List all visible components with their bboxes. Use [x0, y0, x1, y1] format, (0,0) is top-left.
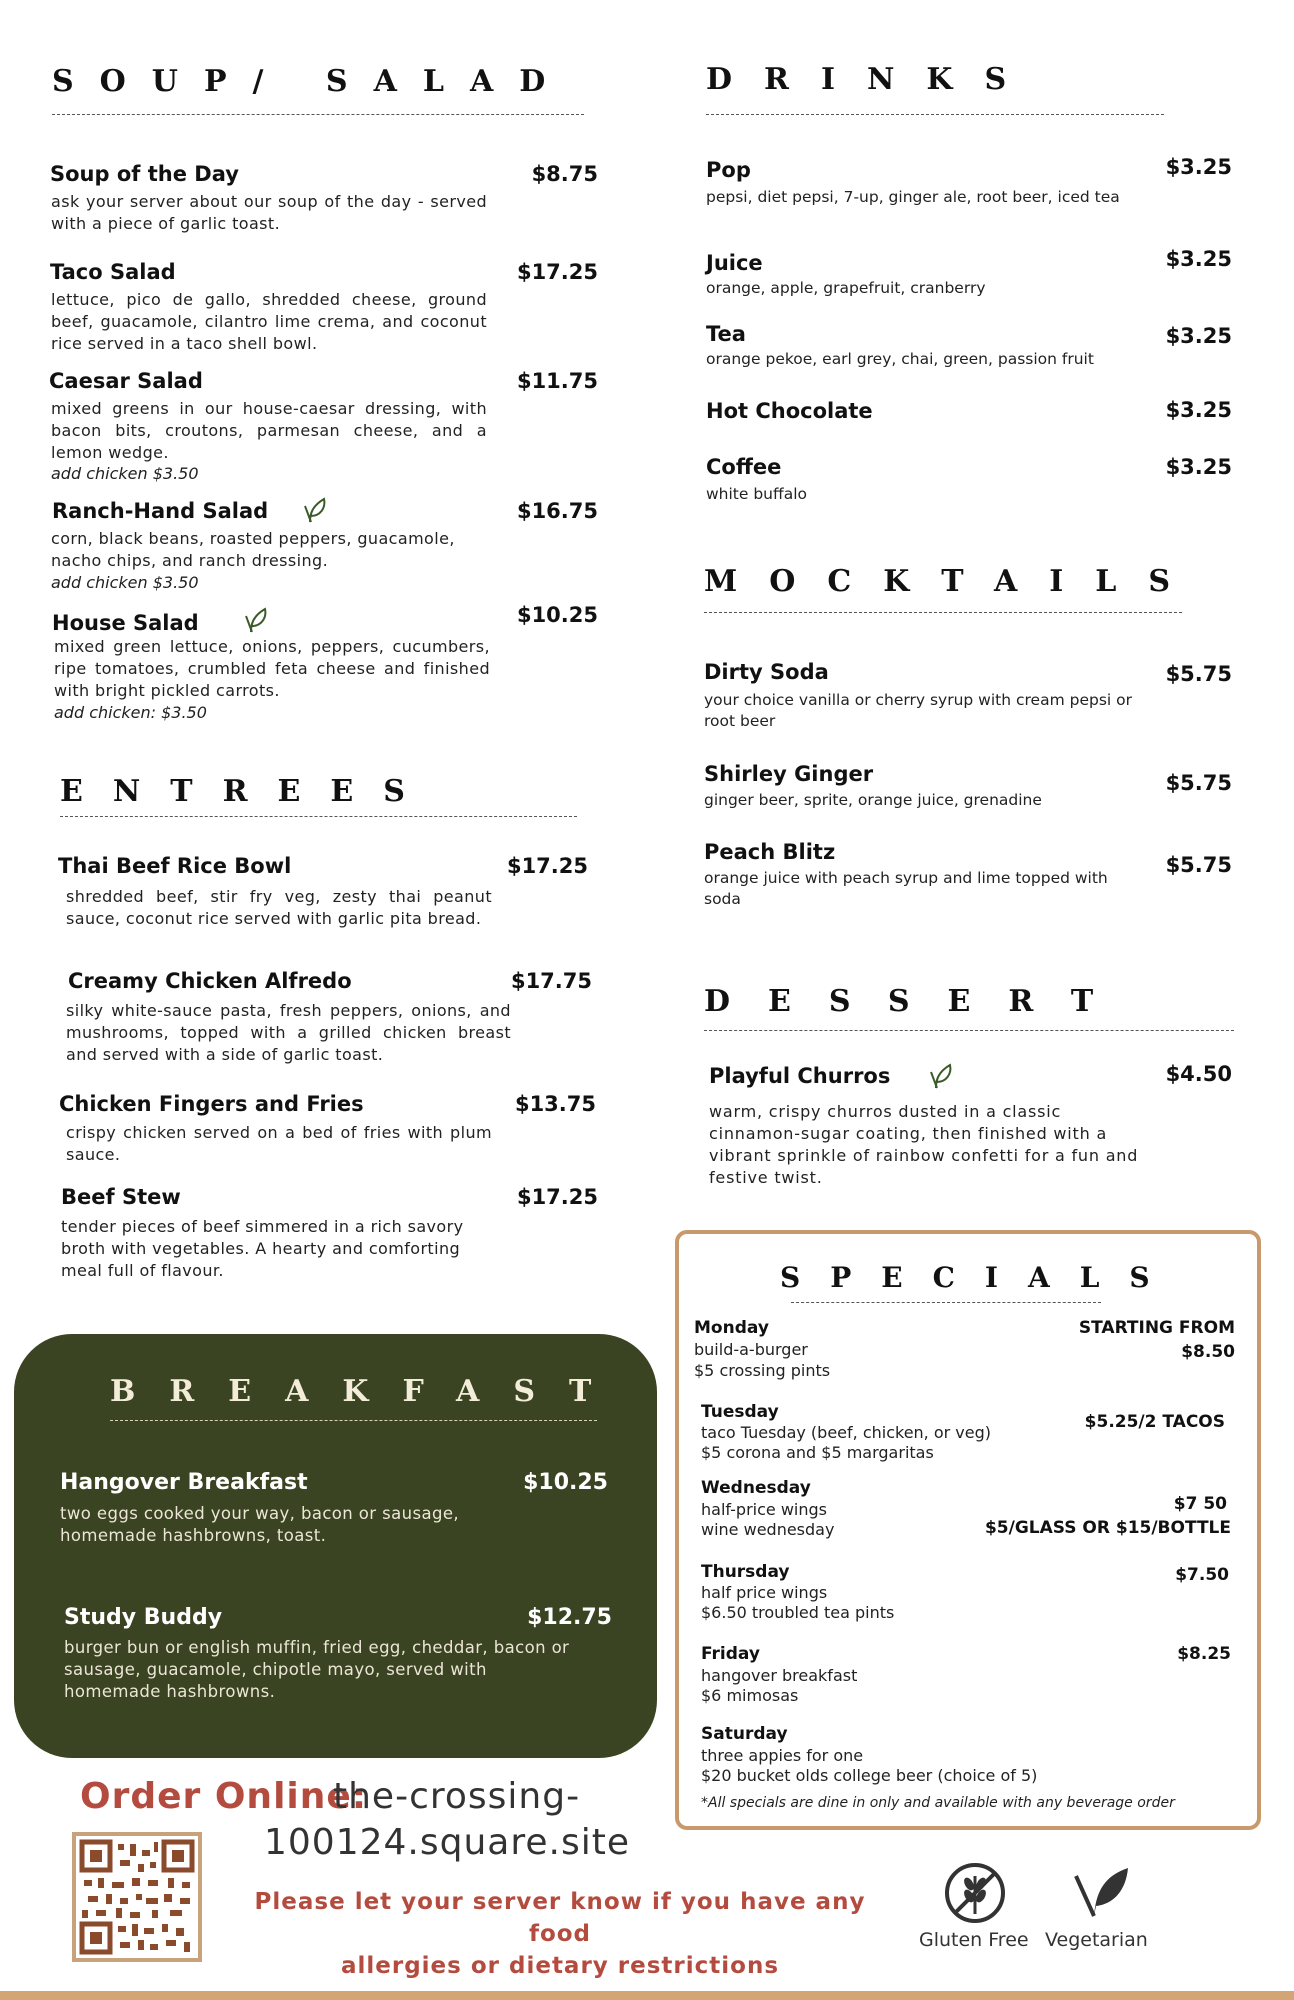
- menu-item-price: $10.25: [516, 603, 598, 627]
- menu-item-name: Taco Salad: [50, 260, 176, 284]
- special-line: three appies for one: [701, 1746, 864, 1765]
- divider: [60, 816, 577, 817]
- menu-item-description: ask your server about our soup of the day - served with a piece of garlic toast.: [51, 192, 487, 233]
- menu-item-description: pepsi, diet pepsi, 7-up, ginger ale, root beer, iced tea: [706, 188, 1120, 206]
- menu-item-name: Soup of the Day: [50, 162, 239, 186]
- menu-item-name: Thai Beef Rice Bowl: [58, 854, 292, 878]
- menu-item-description: orange pekoe, earl grey, chai, green, passion fruit: [706, 350, 1094, 368]
- section-title-breakfast: BREAKFAST: [110, 1374, 626, 1409]
- menu-item-name: Shirley Ginger: [704, 762, 874, 786]
- order-online-url[interactable]: 100124.square.site: [264, 1822, 630, 1863]
- bottom-accent-bar: [0, 1991, 1294, 2000]
- menu-item-name: Pop: [706, 158, 751, 182]
- special-day: Wednesday: [701, 1478, 811, 1498]
- menu-item-price: $16.75: [516, 499, 598, 523]
- menu-item-name: Hot Chocolate: [706, 399, 873, 423]
- menu-item-description: silky white-sauce pasta, fresh peppers, onions, and mushrooms, topped with a grilled chicken breast and served with a side of garlic toast.: [66, 1001, 511, 1064]
- menu-item-name: Tea: [706, 322, 746, 346]
- special-price: $7 50: [1173, 1494, 1227, 1514]
- menu-item-name: House Salad: [52, 611, 199, 635]
- gluten-free-icon: [944, 1862, 1006, 1924]
- menu-item-price: $11.75: [516, 369, 598, 393]
- menu-item-price: $3.25: [1165, 247, 1232, 271]
- special-day: Friday: [701, 1644, 760, 1664]
- special-line: $6.50 troubled tea pints: [701, 1603, 895, 1622]
- vegetarian-icon: [1072, 1862, 1132, 1922]
- menu-item-price: $12.75: [527, 1605, 612, 1630]
- section-title-soup-salad: SOUP/ SALAD: [52, 64, 572, 99]
- special-line: $6 mimosas: [701, 1686, 799, 1705]
- menu-item-description: ginger beer, sprite, orange juice, grenadine: [704, 791, 1042, 809]
- menu-item-name: Hangover Breakfast: [60, 1470, 308, 1495]
- special-price: $5.25/2 TACOS: [1084, 1412, 1225, 1432]
- menu-item-price: $3.25: [1165, 455, 1232, 479]
- menu-item-price: $10.25: [523, 1470, 608, 1495]
- menu-item-name: Creamy Chicken Alfredo: [68, 969, 352, 993]
- special-line: $5 corona and $5 margaritas: [701, 1443, 934, 1462]
- special-line: half price wings: [701, 1583, 828, 1602]
- menu-item-description: two eggs cooked your way, bacon or sausage, homemade hashbrowns, toast.: [60, 1504, 460, 1545]
- divider: [52, 114, 584, 115]
- divider: [704, 612, 1182, 613]
- special-line: build-a-burger: [694, 1340, 808, 1359]
- allergy-notice-line: Please let your server know if you have any food: [254, 1889, 866, 1947]
- menu-item-price: $3.25: [1165, 155, 1232, 179]
- special-day: Saturday: [701, 1724, 788, 1744]
- menu-item-description: your choice vanilla or cherry syrup with cream pepsi or root beer: [704, 691, 1132, 730]
- menu-item-description: crispy chicken served on a bed of fries with plum sauce.: [66, 1123, 492, 1164]
- special-day: Tuesday: [701, 1402, 779, 1422]
- menu-item-price: $13.75: [514, 1092, 596, 1116]
- allergy-notice: [230, 1886, 890, 1982]
- menu-item-name: Caesar Salad: [49, 369, 203, 393]
- menu-item-price: $5.75: [1165, 853, 1232, 877]
- menu-item-description: burger bun or english muffin, fried egg, cheddar, bacon or sausage, guacamole, chipotle mayo, served with homemade hashbrowns.: [64, 1638, 570, 1701]
- special-line: $5 crossing pints: [694, 1361, 831, 1380]
- menu-item-price: $5.75: [1165, 662, 1232, 686]
- vegetarian-leaf-icon: [302, 496, 328, 524]
- section-title-drinks: DRINKS: [706, 62, 1039, 97]
- section-title-entrees: ENTREES: [60, 774, 435, 809]
- allergy-notice-line: allergies or dietary restrictions: [340, 1953, 780, 1979]
- menu-item-name: Dirty Soda: [704, 660, 829, 684]
- special-price: $7.50: [1175, 1565, 1229, 1585]
- special-price: $8.25: [1177, 1644, 1231, 1664]
- menu-item-price: $8.75: [531, 162, 598, 186]
- menu-item-description: warm, crispy churros dusted in a classic cinnamon-sugar coating, then finished with a vibrant sprinkle of rainbow confetti for a fun and festive twist.: [709, 1102, 1139, 1187]
- menu-item-price: $17.75: [510, 969, 592, 993]
- special-line: half-price wings: [701, 1500, 827, 1519]
- specials-note: *All specials are dine in only and available with any beverage order: [701, 1795, 1175, 1811]
- breakfast-panel: [14, 1334, 657, 1758]
- menu-item-addon: add chicken: $3.50: [54, 703, 207, 722]
- special-price-label: STARTING FROM: [1078, 1318, 1235, 1338]
- divider: [791, 1302, 1101, 1303]
- menu-item-name: Coffee: [706, 455, 782, 479]
- legend-gluten-free: Gluten Free: [919, 1929, 1029, 1951]
- legend-vegetarian: Vegetarian: [1045, 1929, 1148, 1951]
- section-title-specials: SPECIALS: [780, 1261, 1180, 1294]
- special-day: Thursday: [701, 1562, 790, 1582]
- menu-item-description: corn, black beans, roasted peppers, guacamole, nacho chips, and ranch dressing.: [51, 529, 455, 570]
- menu-item-description: tender pieces of beef simmered in a rich savory broth with vegetables. A hearty and comforting meal full of flavour.: [61, 1217, 464, 1280]
- vegetarian-leaf-icon: [928, 1062, 954, 1090]
- menu-item-name: Juice: [706, 251, 763, 275]
- vegetarian-leaf-icon: [243, 606, 269, 634]
- menu-item-description: white buffalo: [706, 485, 807, 503]
- menu-item-name: Ranch-Hand Salad: [52, 499, 269, 523]
- special-line: $20 bucket olds college beer (choice of 5): [701, 1766, 1038, 1785]
- menu-item-addon: add chicken $3.50: [51, 573, 199, 592]
- section-title-dessert: DESSERT: [704, 984, 1132, 1019]
- menu-item-description: mixed green lettuce, onions, peppers, cucumbers, ripe tomatoes, crumbled feta cheese and finished with bright pickled carrots.: [54, 637, 490, 700]
- special-line: wine wednesday: [701, 1520, 835, 1539]
- special-price: $8.50: [1181, 1342, 1235, 1362]
- menu-item-description: shredded beef, stir fry veg, zesty thai peanut sauce, coconut rice served with garlic pita bread.: [66, 887, 492, 928]
- menu-item-name: Beef Stew: [61, 1185, 181, 1209]
- qr-code-pattern: [76, 1836, 198, 1958]
- menu-item-description: orange juice with peach syrup and lime topped with soda: [704, 869, 1108, 908]
- menu-item-name: Study Buddy: [64, 1605, 223, 1630]
- menu-item-price: $3.25: [1165, 324, 1232, 348]
- menu-item-name: Playful Churros: [709, 1064, 891, 1088]
- order-online-url[interactable]: the-crossing-: [333, 1776, 581, 1817]
- menu-item-description: lettuce, pico de gallo, shredded cheese, ground beef, guacamole, cilantro lime crema, and coconut rice served in a taco shell bowl.: [51, 290, 487, 353]
- menu-item-price: $17.25: [506, 854, 588, 878]
- special-line: taco Tuesday (beef, chicken, or veg): [701, 1423, 992, 1442]
- menu-item-description: orange, apple, grapefruit, cranberry: [706, 279, 986, 297]
- menu-item-price: $3.25: [1165, 398, 1232, 422]
- special-price: $5/GLASS OR $15/BOTTLE: [984, 1518, 1231, 1538]
- divider: [704, 1030, 1234, 1031]
- menu-item-description: mixed greens in our house-caesar dressing, with bacon bits, croutons, parmesan cheese, and a lemon wedge.: [51, 399, 487, 462]
- menu-item-name: Chicken Fingers and Fries: [59, 1092, 364, 1116]
- menu-item-name: Peach Blitz: [704, 840, 836, 864]
- menu-item-price: $5.75: [1165, 771, 1232, 795]
- order-online-label: Order Online:: [80, 1776, 368, 1817]
- menu-item-price: $4.50: [1165, 1062, 1232, 1086]
- special-day: Monday: [694, 1318, 769, 1338]
- menu-item-price: $17.25: [516, 1185, 598, 1209]
- specials-box: [675, 1230, 1261, 1830]
- menu-item-price: $17.25: [516, 260, 598, 284]
- divider: [706, 114, 1164, 115]
- qr-code[interactable]: [72, 1832, 202, 1962]
- special-line: hangover breakfast: [701, 1666, 858, 1685]
- section-title-mocktails: MOCKTAILS: [704, 564, 1203, 599]
- divider: [110, 1420, 597, 1421]
- menu-item-addon: add chicken $3.50: [51, 464, 199, 483]
